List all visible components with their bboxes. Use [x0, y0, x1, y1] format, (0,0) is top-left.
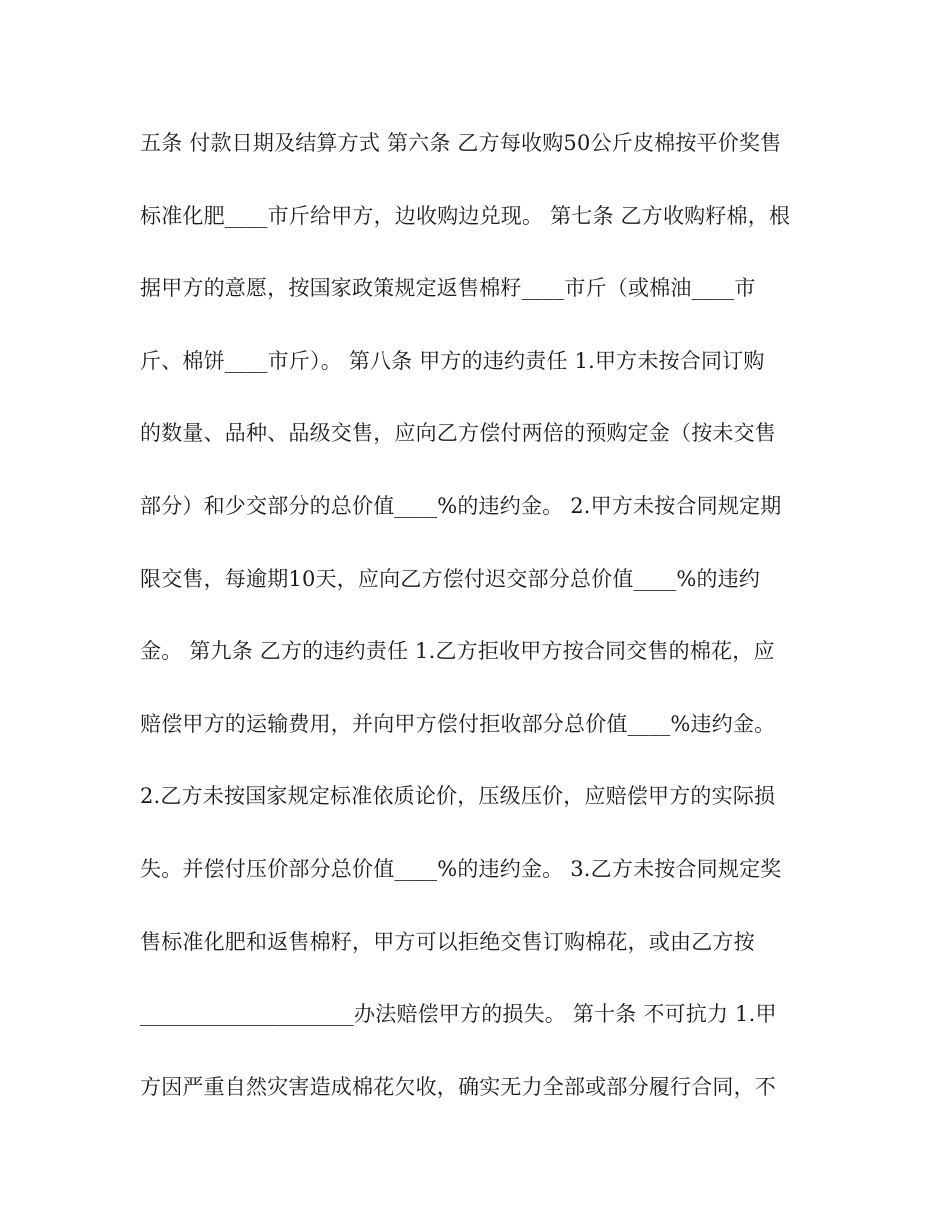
- text-line: 斤、棉饼____市斤）。 第八条 甲方的违约责任 1.甲方未按合同订购: [140, 348, 765, 373]
- text-line: 的数量、品种、品级交售，应向乙方偿付两倍的预购定金（按未交售: [140, 421, 776, 446]
- text-line: 失。并偿付压价部分总价值____%的违约金。 3.乙方未按合同规定奖: [140, 856, 782, 881]
- text-line: 标准化肥____市斤给甲方，边收购边兑现。 第七条 乙方收购籽棉，根: [140, 203, 791, 228]
- text-line: 售标准化肥和返售棉籽，甲方可以拒绝交售订购棉花，或由乙方按: [140, 929, 755, 954]
- contract-text: [140, 123, 830, 1139]
- text-line: 赔偿甲方的运输费用，并向甲方偿付拒收部分总价值____%违约金。: [140, 711, 776, 736]
- text-line: 方因严重自然灾害造成棉花欠收，确实无力全部或部分履行合同，不: [140, 1074, 776, 1099]
- text-line: ____________________办法赔偿甲方的损失。 第十条 不可抗力 1.甲: [140, 1002, 777, 1027]
- text-line: 据甲方的意愿，按国家政策规定返售棉籽____市斤（或棉油____市: [140, 276, 756, 301]
- text-line: 金。 第九条 乙方的违约责任 1.乙方拒收甲方按合同交售的棉花，应: [140, 639, 775, 664]
- text-line: 2.乙方未按国家规定标准依质论价，压级压价，应赔偿甲方的实际损: [140, 784, 776, 809]
- text-line: 部分）和少交部分的总价值____%的违约金。 2.甲方未按合同规定期: [140, 493, 782, 518]
- text-line: 限交售，每逾期10天，应向乙方偿付迟交部分总价值____%的违约: [140, 566, 761, 591]
- text-line: 五条 付款日期及结算方式 第六条 乙方每收购50公斤皮棉按平价奖售: [140, 131, 782, 155]
